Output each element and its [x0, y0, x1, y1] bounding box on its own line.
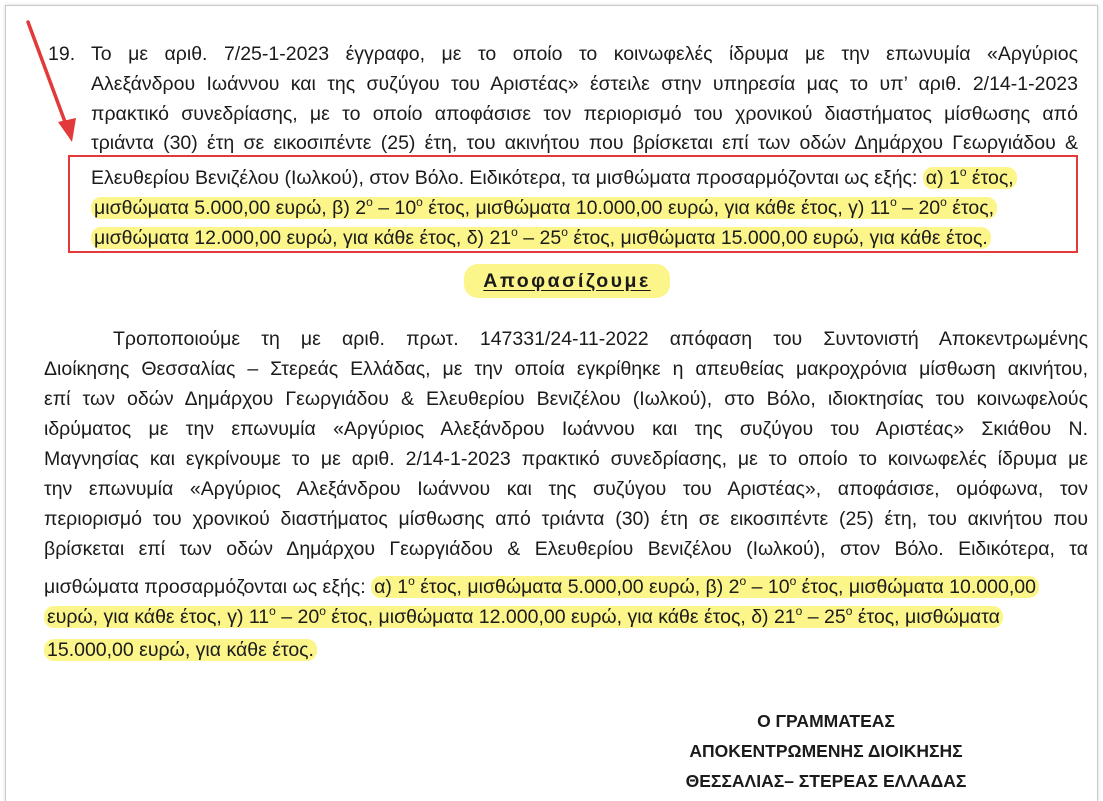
red-box-annotation	[68, 155, 1078, 253]
para2-line2: Διοίκησης Θεσσαλίας – Στερεάς Ελλάδας, με την οποία εγκρίθηκε η απευθείας μακροχρόνια μίσθωση ακινήτου,	[44, 358, 1088, 380]
para1-line1: Το με αριθ. 7/25-1-2023 έγγραφο, με το οποίο το κοινωφελές ίδρυμα με την επωνυμία «Αργύριος	[91, 43, 1078, 65]
para1-line4: τριάντα (30) έτη σε εικοσιπέντε (25) έτη, του ακινήτου που βρίσκεται επί των οδών Δημάρχου Γεωργιάδου &	[91, 132, 1078, 154]
para2-line10-highlight: ευρώ, για κάθε έτος, γ) $11^o - 20^o$ έτος, μισθώματα 12.000,00 ευρώ, για κάθε έτος, δ) $21^o - 25^o$ έτος, μισθώματα	[44, 606, 1003, 628]
para2-line4: ιδρύματος με την επωνυμία «Αργύριος Αλεξάνδρου Ιωάννου και της συζύγου του Αριστέας» Σκιάθου Ν.	[44, 418, 1088, 440]
signature-authority: ΑΠΟΚΕΝΤΡΩΜΕΝΗΣ ΔΙΟΙΚΗΣΗΣ	[689, 741, 963, 761]
para2-line5: Μαγνησίας και εγκρίνουμε το με αριθ. 2/14-1-2023 πρακτικό συνεδρίασης, με το οποίο το κοινωφελές ίδρυμα με	[44, 448, 1088, 470]
para2-line7: περιορισμό του χρονικού διαστήματος μίσθωσης από τριάντα (30) έτη σε εικοσιπέντε (25) έτη, του ακινήτου που	[44, 508, 1088, 530]
decision-heading	[464, 264, 670, 298]
para1-line2: Αλεξάνδρου Ιωάννου και της συζύγου του Αριστέας» έστειλε στην υπηρεσία μας το υπ’ αριθ. 2/14-1-2023	[91, 73, 1078, 95]
signature-title: Ο ΓΡΑΜΜΑΤΕΑΣ	[757, 711, 895, 731]
para2-line8: βρίσκεται επί των οδών Δημάρχου Γεωργιάδου & Ελευθερίου Βενιζέλου (Ιωλκού), στον Βόλο. Ειδικότερα, τα	[44, 538, 1088, 560]
para2-line1: Τροποποιούμε τη με αριθ. πρωτ. 147331/24-11-2022 απόφαση του Συντονιστή Αποκεντρωμένης	[113, 328, 1088, 350]
para1-line7-highlight: μισθώματα 12.000,00 ευρώ, για κάθε έτος, δ) $21^o - 25^o$ έτος, μισθώματα 15.000,00 ευρώ, για κάθε έτος.	[91, 227, 991, 249]
para1-line5-plain: Ελευθερίου Βενιζέλου (Ιωλκού), στον Βόλο. Ειδικότερα, τα μισθώματα προσαρμόζονται ως εξής:	[91, 167, 918, 189]
para1-line3: πρακτικό συνεδρίασης, με το οποίο αποφάσισε τον περιορισμό του χρονικού διαστήματος μίσθωσης από	[91, 103, 1078, 125]
para2-line6: την επωνυμία «Αργύριος Αλεξάνδρου Ιωάννου και της συζύγου του Αριστέας», αποφάσισε, ομόφωνα, τον	[44, 478, 1088, 500]
para2-line3: επί των οδών Δημάρχου Γεωργιάδου & Ελευθερίου Βενιζέλου (Ιωλκού), στο Βόλο, ιδιοκτησίας του κοινωφελούς	[44, 388, 1088, 410]
para2-line9-plain: μισθώματα προσαρμόζονται ως εξής:	[44, 576, 366, 598]
para1-line6-highlight: μισθώματα 5.000,00 ευρώ, β) $2^o - 10^o$ έτος, μισθώματα 10.000,00 ευρώ, για κάθε έτος, γ) $11^o - 20^o$ έτος,	[91, 197, 997, 219]
para1-line5-highlight: α) $1^o$ έτος,	[923, 167, 1017, 189]
para2-line9-highlight: α) $1^o$ έτος, μισθώματα 5.000,00 ευρώ, β) $2^o - 10^o$ έτος, μισθώματα 10.000,00	[371, 576, 1039, 598]
decision-heading-text: Αποφασίζουμε	[483, 270, 651, 292]
para2-line10	[44, 604, 1003, 630]
signature-region: ΘΕΣΣΑΛΙΑΣ– ΣΤΕΡΕΑΣ ΕΛΛΑΔΑΣ	[685, 771, 967, 791]
para2-line11-highlight: 15.000,00 ευρώ, για κάθε έτος.	[44, 639, 317, 661]
para2-line9	[44, 574, 1039, 600]
para2-line11	[44, 637, 317, 663]
item-number: 19.	[48, 43, 76, 65]
red-arrow-annotation	[20, 18, 80, 148]
